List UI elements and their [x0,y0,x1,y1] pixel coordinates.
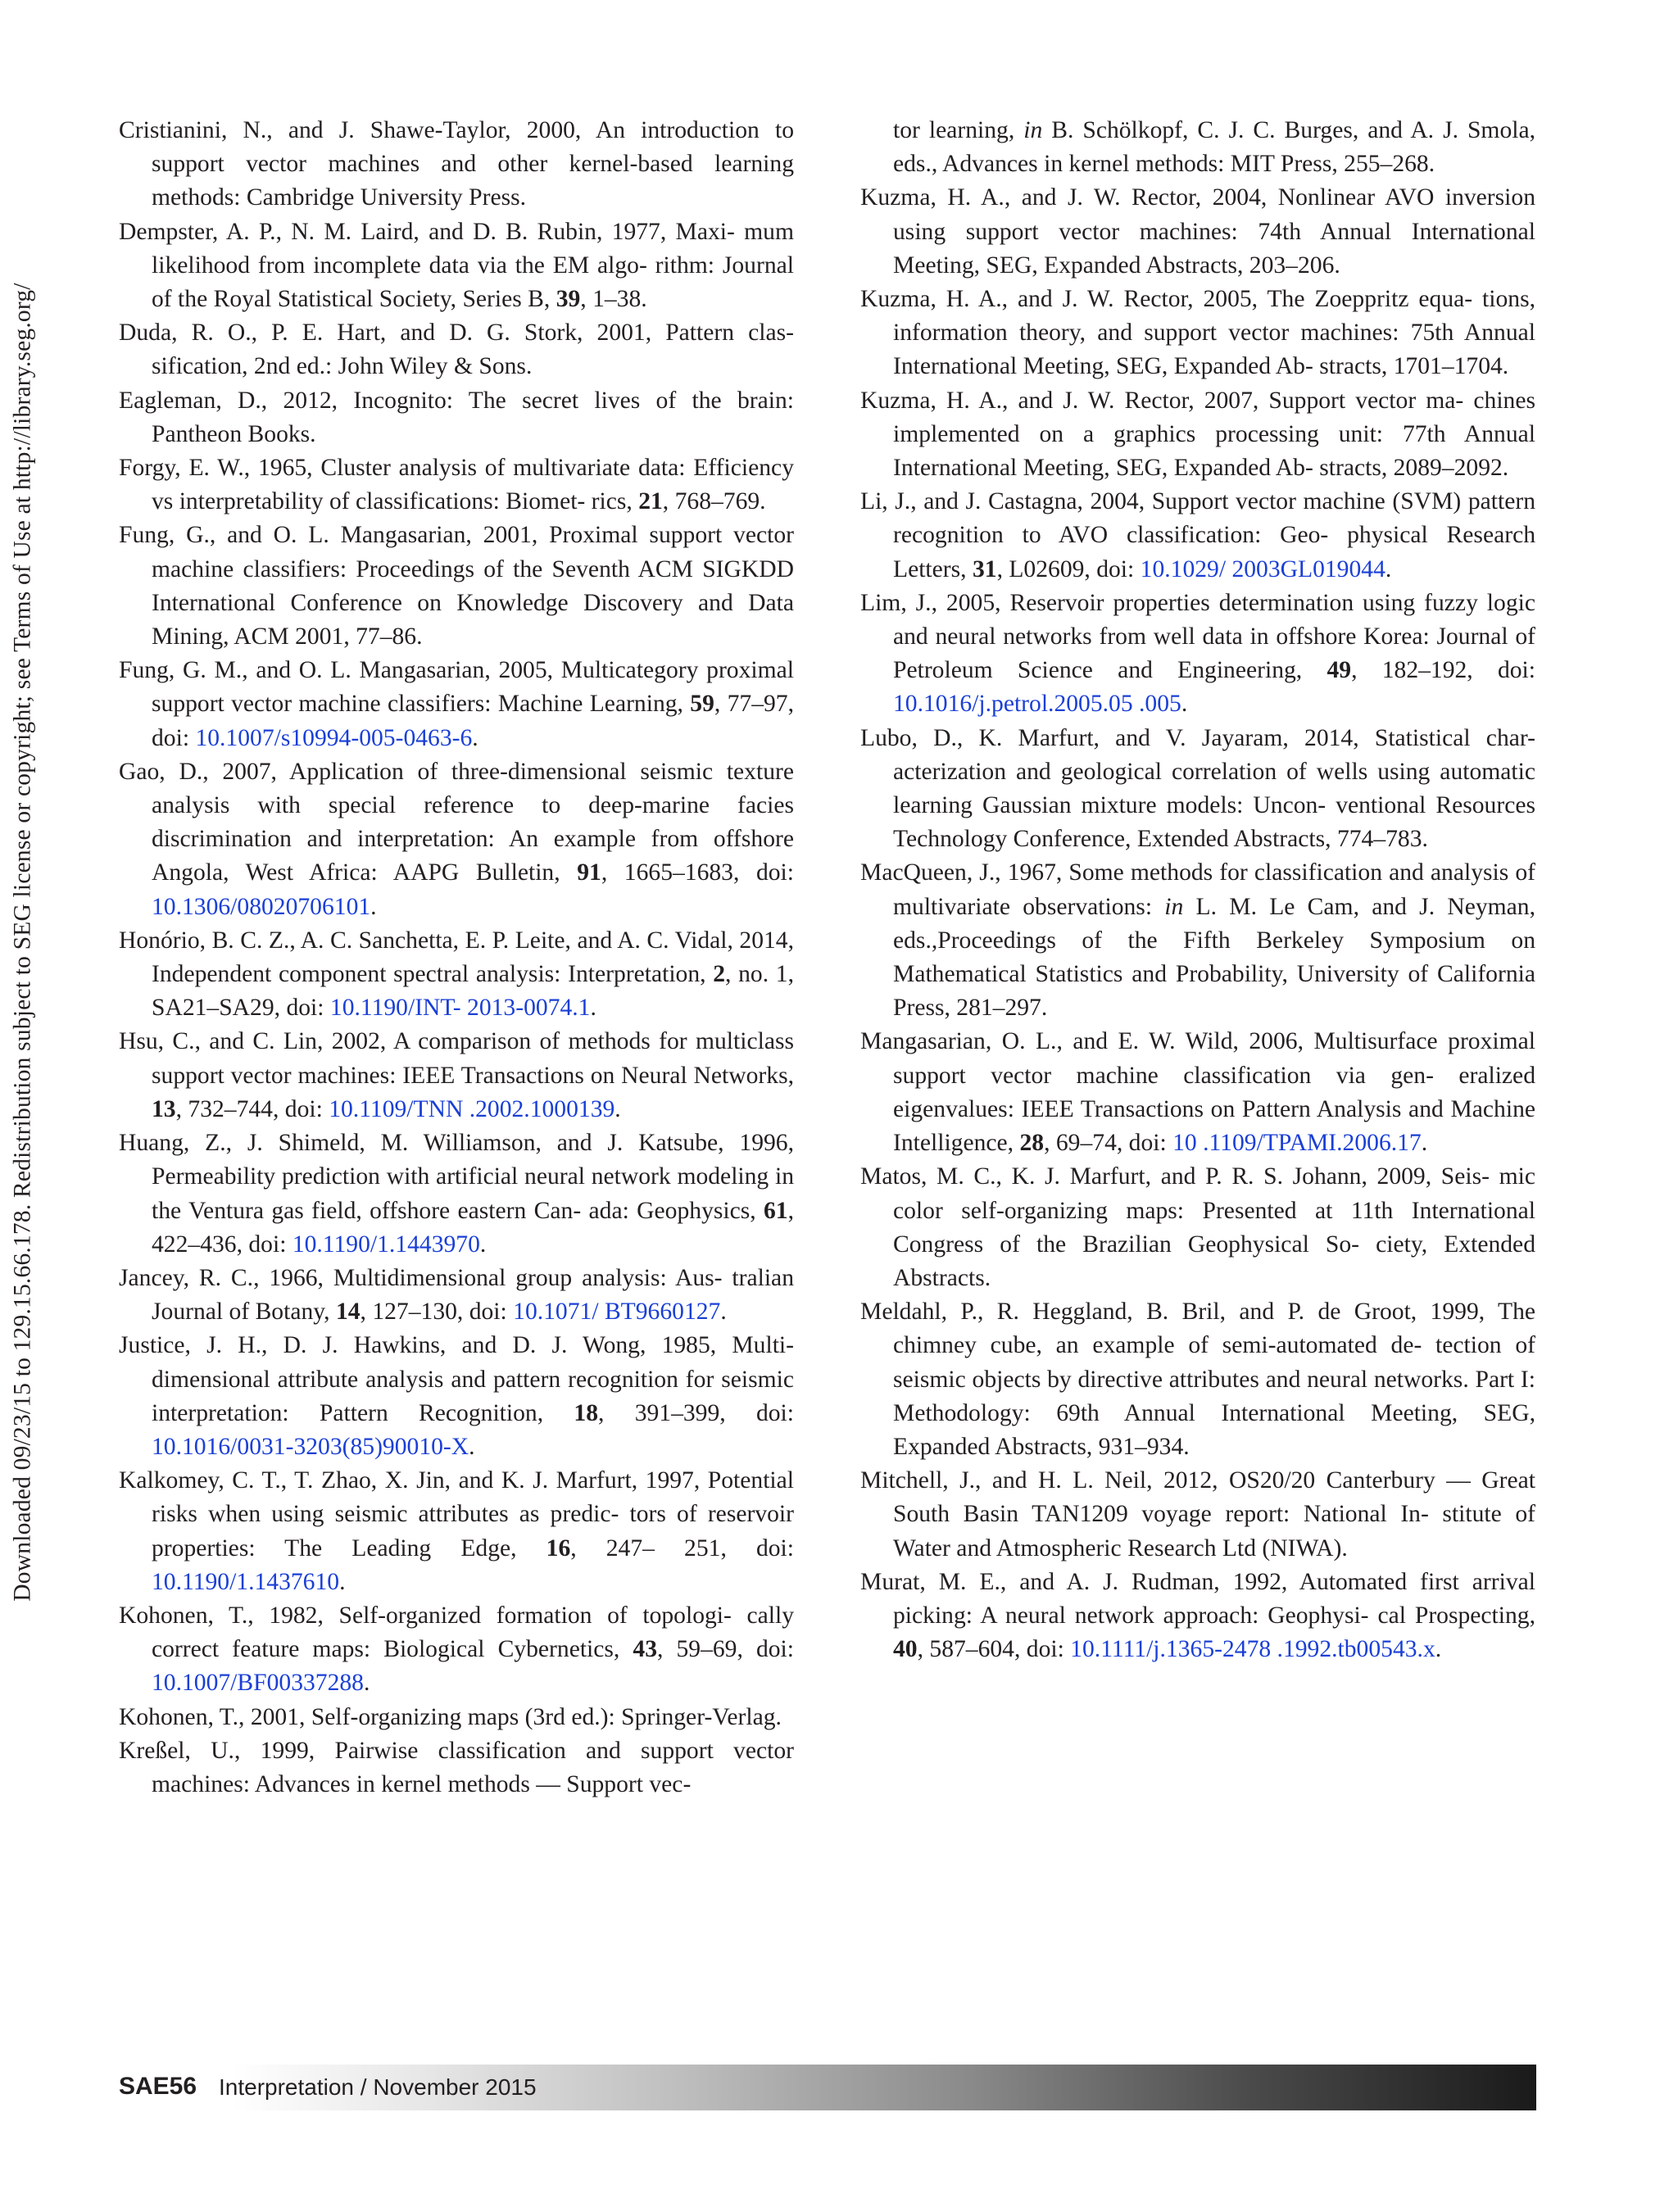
doi-link[interactable]: 10.1190/1.1443970 [292,1231,480,1258]
reference-entry: Lim, J., 2005, Reservoir properties determination using fuzzy logic and neural networks from well data in offshore Korea: Journal of Petroleum Science and Engineering, 49, 182–192, doi: 10.1016/j.petrol.2005.05 .005. [860,589,1535,718]
reference-entry: Kreßel, U., 1999, Pairwise classification and support vector machines: Advances in kernel methods — Support vec- [119,1737,794,1797]
reference-entry: Duda, R. O., P. E. Hart, and D. G. Stork, 2001, Pattern clas- sification, 2nd ed.: John Wiley & Sons. [119,320,794,380]
volume-number: 16 [546,1534,571,1562]
download-notice-text: Downloaded 09/23/15 to 129.15.66.178. Redistribution subject to SEG license or copyright; see Terms of Use at http://library.seg.org/ [9,283,36,1602]
reference-entry: Kuzma, H. A., and J. W. Rector, 2005, The Zoeppritz equa- tions, information theory, and support vector machines: 75th Annual International Meeting, SEG, Expanded Ab- stracts, 1701–1704. [860,286,1535,380]
reference-entry: Dempster, A. P., N. M. Laird, and D. B. Rubin, 1977, Maxi- mum likelihood from incomplete data via the EM algo- rithm: Journal of the Royal Statistical Society, Series B, 39, 1–38. [119,218,794,313]
reference-entry: Lubo, D., K. Marfurt, and V. Jayaram, 2014, Statistical char- acterization and geological correlation of wells using automatic learning Gaussian mixture models: Uncon- ventional Resources Technology Conference, Extended Abstracts, 774–783. [860,724,1535,853]
volume-number: 2 [713,961,726,988]
reference-entry: MacQueen, J., 1967, Some methods for classification and analysis of multivariate observations: in L. M. Le Cam, and J. Neyman, eds.,Proceedings of the Fifth Berkeley Symposium on Mathematical Statistics and Probability, University of California Press, 281–297. [860,859,1535,1022]
reference-entry: Forgy, E. W., 1965, Cluster analysis of multivariate data: Efficiency vs interpretability of classifications: Biomet- rics, 21, 768–769. [119,455,794,515]
reference-entry: Fung, G. M., and O. L. Mangasarian, 2005, Multicategory proximal support vector machine classifiers: Machine Learning, 59, 77–97, doi: 10.1007/s10994-005-0463-6. [119,657,794,751]
reference-entry: Jancey, R. C., 1966, Multidimensional group analysis: Aus- tralian Journal of Botany, 14, 127–130, doi: 10.1071/ BT9660127. [119,1264,794,1326]
volume-number: 31 [972,555,997,582]
reference-entry: Murat, M. E., and A. J. Rudman, 1992, Automated first arrival picking: A neural network approach: Geophysi- cal Prospecting, 40, 587–604, doi: 10.1111/j.1365-2478 .1992.tb00543.x. [860,1568,1535,1663]
reference-entry: Cristianini, N., and J. Shawe-Taylor, 2000, An introduction to support vector machines and other kernel-based learning methods: Cambridge University Press. [119,117,794,211]
reference-entry: Mangasarian, O. L., and E. W. Wild, 2006, Multisurface proximal support vector machine classification via gen- eralized eigenvalues: IEEE Transactions on Pattern Analysis and Machine Intelligence, 28, 69–74, doi: 10 .1109/TPAMI.2006.17. [860,1028,1535,1157]
reference-entry: Huang, Z., J. Shimeld, M. Williamson, and J. Katsube, 1996, Permeability prediction with artificial neural network modeling in the Ventura gas field, offshore eastern Can- ada: Geophysics, 61, 422–436, doi: 10.1190/1.1443970. [119,1130,794,1258]
reference-entry: Eagleman, D., 2012, Incognito: The secret lives of the brain: Pantheon Books. [119,387,794,447]
reference-entry: Li, J., and J. Castagna, 2004, Support vector machine (SVM) pattern recognition to AVO classification: Geo- physical Research Letters, 31, L02609, doi: 10.1029/ 2003GL019044. [860,488,1535,582]
doi-link[interactable]: 10.1007/s10994-005-0463-6 [195,724,473,751]
volume-number: 43 [633,1636,657,1663]
volume-number: 40 [893,1636,918,1663]
doi-link[interactable]: 10.1190/1.1437610 [152,1568,340,1595]
reference-entry: Honório, B. C. Z., A. C. Sanchetta, E. P. Leite, and A. C. Vidal, 2014, Independent component spectral analysis: Interpretation, 2, no. 1, SA21–SA29, doi: 10.1190/INT- 2013-0074.1. [119,927,794,1022]
reference-entry: Kuzma, H. A., and J. W. Rector, 2007, Support vector ma- chines implemented on a graphics processing unit: 77th Annual International Meeting, SEG, Expanded Ab- stracts, 2089–2092. [860,387,1535,482]
doi-link[interactable]: 10.1109/TNN .2002.1000139 [329,1095,615,1122]
page-footer [119,2065,1536,2110]
references-column-left [119,114,794,1802]
volume-number: 91 [577,859,601,886]
reference-entry: Mitchell, J., and H. L. Neil, 2012, OS20/20 Canterbury — Great South Basin TAN1209 voyage report: National In- stitute of Water and Atmospheric Research Ltd (NIWA). [860,1467,1535,1562]
reference-entry: Meldahl, P., R. Heggland, B. Bril, and P. de Groot, 1999, The chimney cube, an example of semi-automated de- tection of seismic objects by directive attributes and neural networks. Part I: Methodology: 69th Annual International Meeting, SEG, Expanded Abstracts, 931–934. [860,1299,1535,1460]
doi-link[interactable]: 10.1016/0031-3203(85)90010-X [152,1433,469,1460]
doi-link[interactable]: 10.1007/BF00337288 [152,1670,364,1697]
reference-entry: Kohonen, T., 1982, Self-organized formation of topologi- cally correct feature maps: Biological Cybernetics, 43, 59–69, doi: 10.1007/BF00337288. [119,1602,794,1697]
volume-number: 39 [556,286,581,313]
references-column-right [860,114,1535,1666]
volume-number: 13 [152,1095,176,1122]
volume-number: 49 [1327,657,1352,684]
doi-link[interactable]: 10.1071/ BT9660127 [513,1299,721,1326]
volume-number: 59 [690,691,714,718]
reference-entry: Gao, D., 2007, Application of three-dimensional seismic texture analysis with special reference to deep-marine facies discrimination and interpretation: An example from offshore Angola, West Africa: AAPG Bulletin, 91, 1665–1683, doi: 10.1306/08020706101. [119,758,794,920]
reference-entry: Hsu, C., and C. Lin, 2002, A comparison of methods for multiclass support vector machines: IEEE Transactions on Neural Networks, 13, 732–744, doi: 10.1109/TNN .2002.1000139. [119,1028,794,1122]
doi-link[interactable]: 10.1111/j.1365-2478 .1992.tb00543.x [1070,1636,1435,1663]
reference-entry: Matos, M. C., K. J. Marfurt, and P. R. S. Johann, 2009, Seis- mic color self-organizing maps: Presented at 11th International Congress of the Brazilian Geophysical So- ciety, Extended Abstracts. [860,1163,1535,1291]
reference-entry: Fung, G., and O. L. Mangasarian, 2001, Proximal support vector machine classifiers: Proceedings of the Seventh ACM SIGKDD International Conference on Knowledge Discovery and Data Mining, ACM 2001, 77–86. [119,522,794,650]
doi-link[interactable]: 10.1306/08020706101 [152,893,371,920]
reference-entry: Justice, J. H., D. J. Hawkins, and D. J. Wong, 1985, Multi- dimensional attribute analysis and pattern recognition for seismic interpretation: Pattern Recognition, 18, 391–399, doi: 10.1016/0031-3203(85)90010-X. [119,1332,794,1460]
journal-issue: Interpretation / November 2015 [219,2074,537,2100]
doi-link[interactable]: 10 .1109/TPAMI.2006.17 [1172,1130,1422,1157]
doi-link[interactable]: 10.1016/j.petrol.2005.05 .005 [893,691,1181,718]
reference-entry: Kalkomey, C. T., T. Zhao, X. Jin, and K. J. Marfurt, 1997, Potential risks when using seismic attributes as predic- tors of reservoir properties: The Leading Edge, 16, 247– 251, doi: 10.1190/1.1437610. [119,1467,795,1595]
doi-link[interactable]: 10.1190/INT- 2013-0074.1 [329,995,591,1022]
volume-number: 18 [574,1399,598,1426]
volume-number: 14 [335,1299,361,1326]
reference-continuation: tor learning, in B. Schölkopf, C. J. C. Burges, and A. J. Smola, eds., Advances in kernel methods: MIT Press, 255–268. [893,117,1536,178]
reference-entry: Kohonen, T., 2001, Self-organizing maps (3rd ed.): Springer-Verlag. [119,1703,782,1730]
download-notice-sidebar [0,0,46,1884]
page-number: SAE56 [119,2073,197,2100]
volume-number: 21 [638,488,663,515]
doi-link[interactable]: 10.1029/ 2003GL019044 [1140,555,1385,582]
volume-number: 28 [1019,1130,1045,1157]
reference-entry: Kuzma, H. A., and J. W. Rector, 2004, Nonlinear AVO inversion using support vector machines: 74th Annual International Meeting, SEG, Expanded Abstracts, 203–206. [860,184,1535,279]
volume-number: 61 [764,1197,788,1224]
